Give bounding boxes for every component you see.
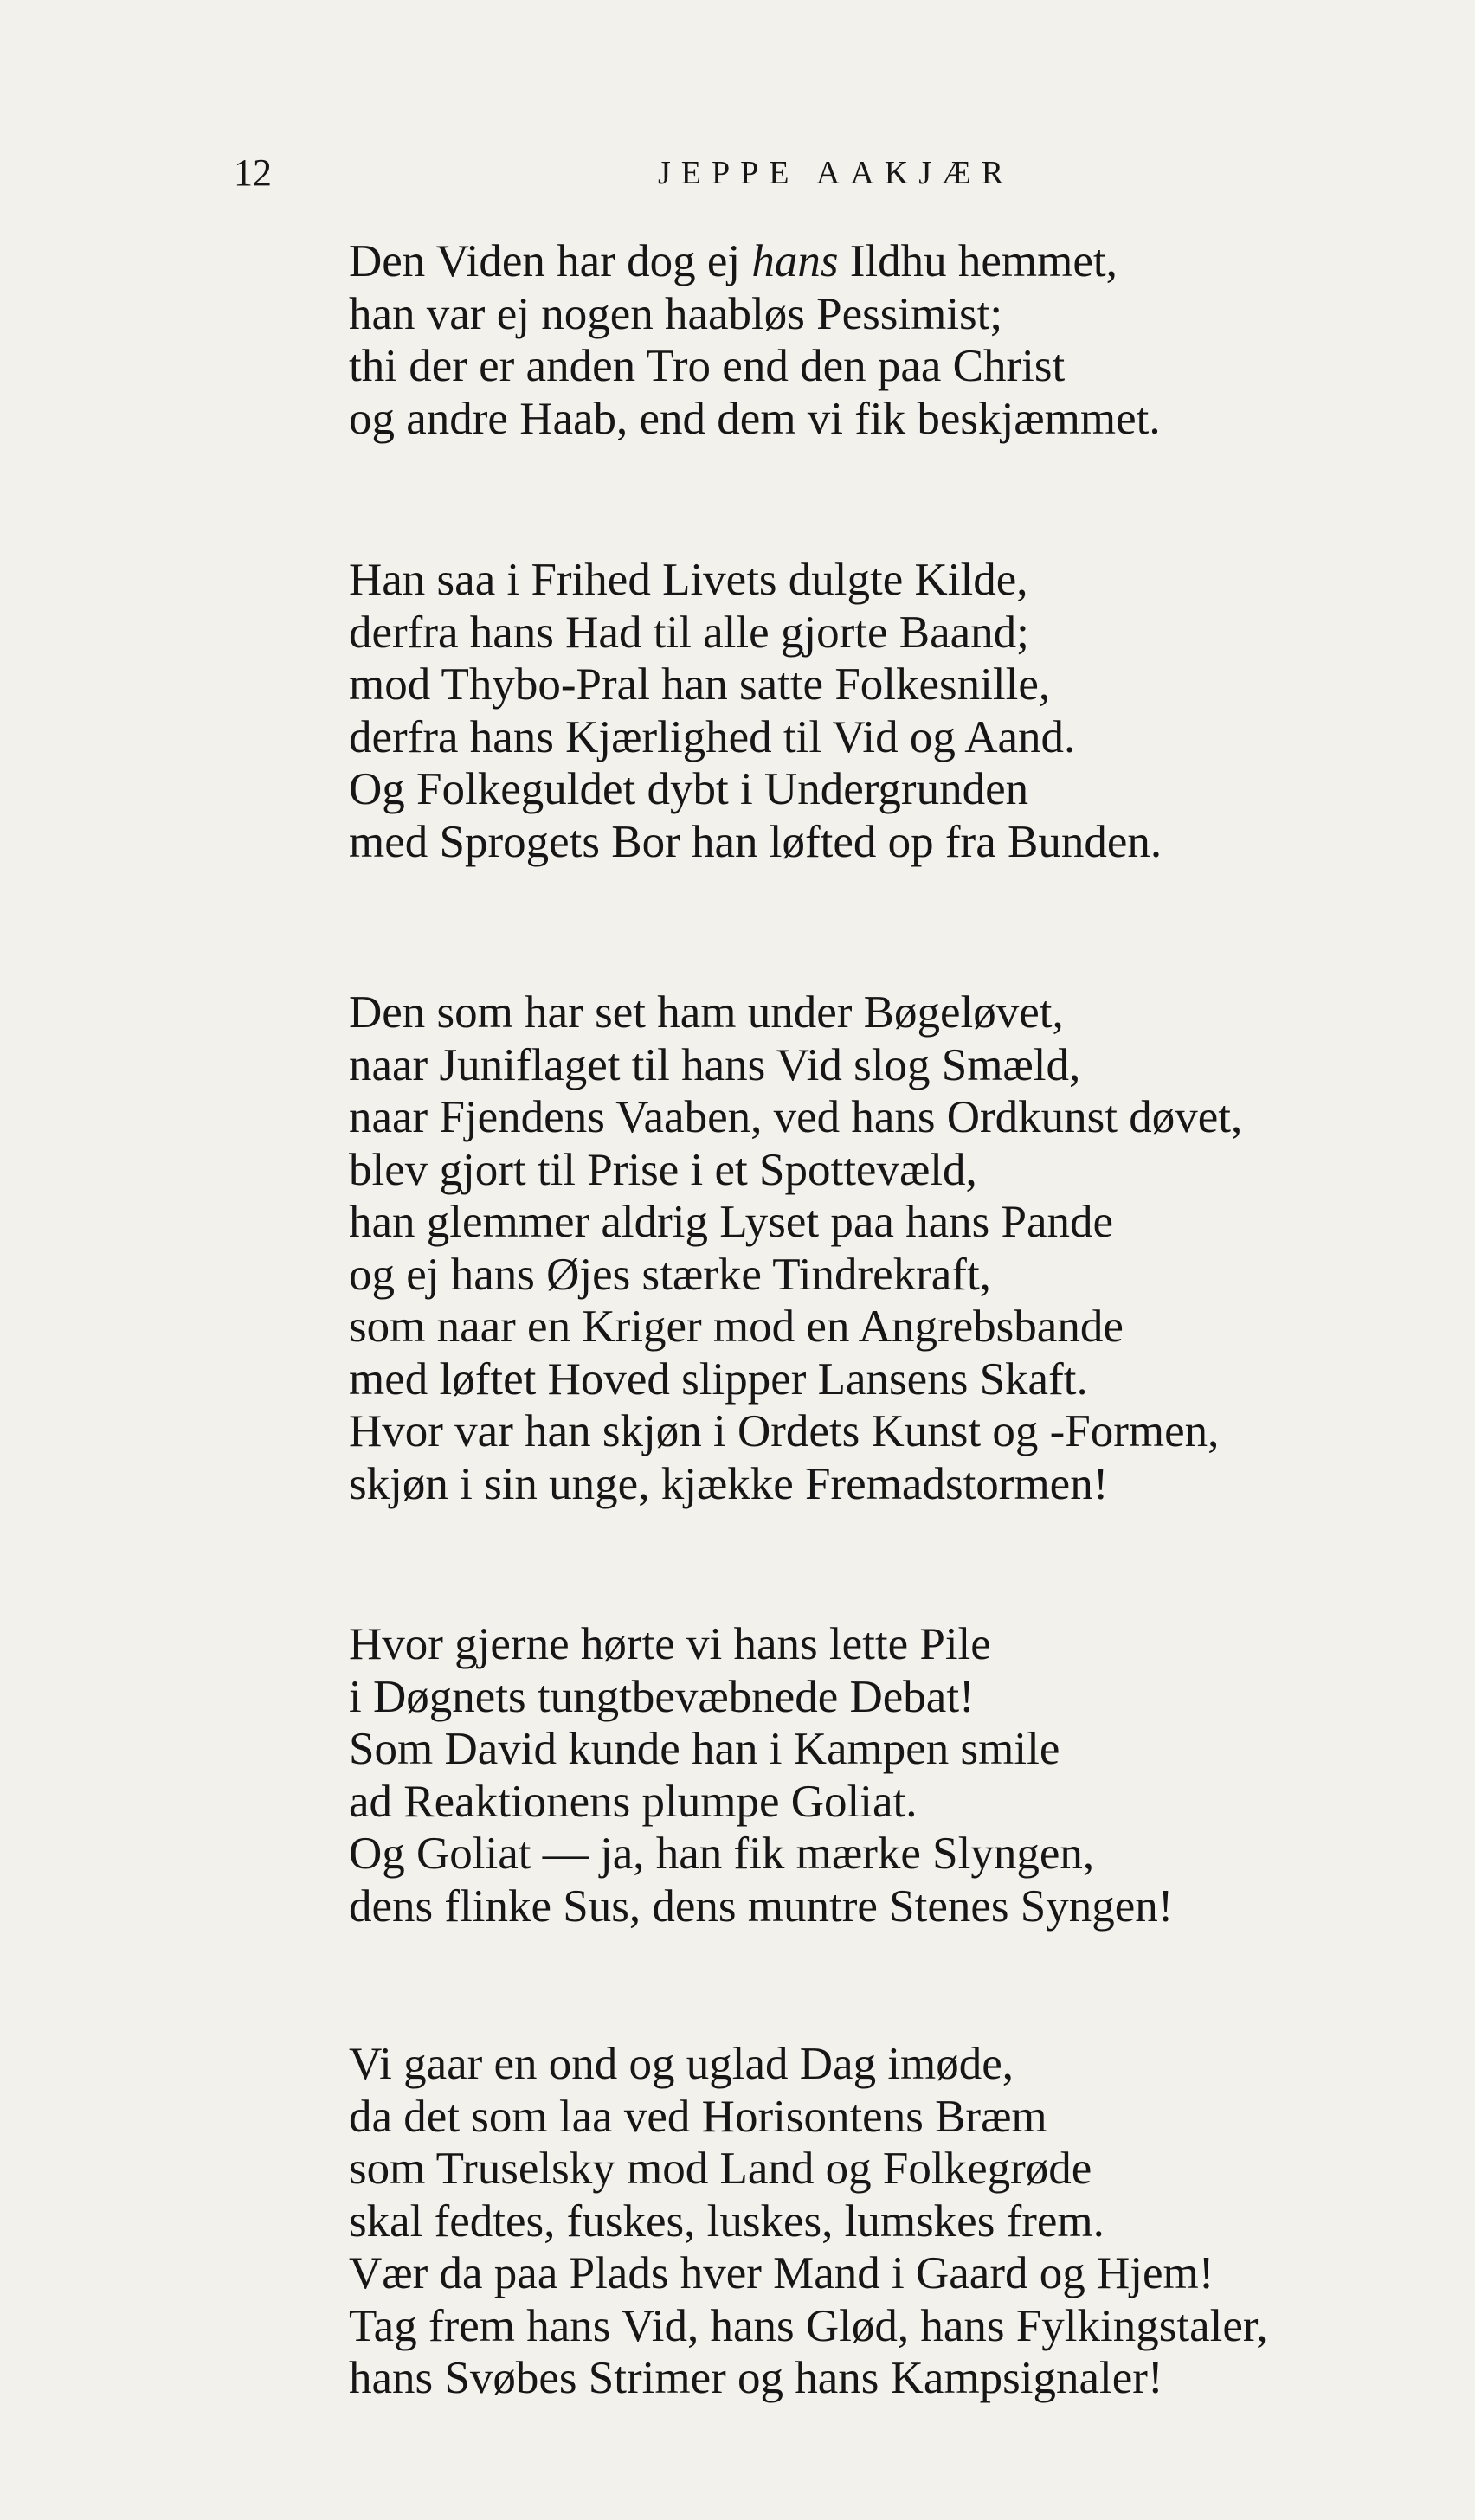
poem-line: hans Svøbes Strimer og hans Kampsignaler!	[349, 2353, 1163, 2403]
poem-line: skal fedtes, fuskes, luskes, lumskes frem.	[349, 2195, 1105, 2247]
poem-line: og ej hans Øjes stærke Tindrekraft,	[349, 1249, 991, 1300]
running-title: JEPPE AAKJÆR	[658, 155, 1014, 191]
stanza-5	[349, 2038, 1440, 2405]
poem-line: thi der er anden Tro end den paa Christ	[349, 341, 1066, 391]
poem-line: Og Goliat — ja, han fik mærke Slyngen,	[349, 1829, 1095, 1879]
poem-line: blev gjort til Prise i et Spottevæld,	[349, 1144, 977, 1195]
page-number: 12	[234, 151, 272, 194]
poem-line: dens flinke Sus, dens muntre Stenes Syngen!	[349, 1880, 1174, 1932]
poem-line: Han saa i Frihed Livets dulgte Kilde,	[349, 555, 1028, 605]
poem-line: derfra hans Kjærlighed til Vid og Aand.	[349, 711, 1076, 762]
poem-line: og andre Haab, end dem vi fik beskjæmmet.	[349, 393, 1161, 444]
poem-line: derfra hans Had til alle gjorte Baand;	[349, 607, 1029, 658]
poem-line: som Truselsky mod Land og Folkegrøde	[349, 2144, 1092, 2194]
poem-line: i Døgnets tungtbevæbnede Debat!	[349, 1671, 975, 1722]
poem-line: med løftet Hoved slipper Lansens Skaft.	[349, 1353, 1088, 1405]
poem-line: med Sprogets Bor han løfted op fra Bunden.	[349, 816, 1163, 867]
poem-line: Og Folkeguldet dybt i Undergrunden	[349, 764, 1029, 814]
stanza-4	[349, 1618, 1440, 1932]
poem-line: naar Juniflaget til hans Vid slog Smæld,	[349, 1039, 1081, 1090]
poem-line: skjøn i sin unge, kjække Fremadstormen!	[349, 1458, 1109, 1509]
stanza-3	[349, 987, 1440, 1510]
poem-line: naar Fjendens Vaaben, ved hans Ordkunst døvet,	[349, 1092, 1243, 1142]
poem-line: da det som laa ved Horisontens Bræm	[349, 2091, 1047, 2142]
poem-line: han glemmer aldrig Lyset paa hans Pande	[349, 1197, 1114, 1247]
stanza-1	[349, 235, 1440, 445]
stanza-2	[349, 554, 1440, 868]
poem-line: som naar en Kriger mod en Angrebsbande	[349, 1302, 1124, 1352]
poem-line: Hvor gjerne hørte vi hans lette Pile	[349, 1619, 991, 1669]
poem-line: mod Thybo-Pral han satte Folkesnille,	[349, 659, 1051, 710]
poem-line: ad Reaktionens plumpe Goliat.	[349, 1776, 918, 1827]
poem-line: Vi gaar en ond og uglad Dag imøde,	[349, 2039, 1014, 2089]
poem-line: Den Viden har dog ej hans Ildhu hemmet,	[349, 236, 1118, 286]
page-header	[0, 147, 1475, 199]
poem-line: han var ej nogen haabløs Pessimist;	[349, 288, 1003, 339]
poem-line: Som David kunde han i Kampen smile	[349, 1724, 1060, 1774]
poem-line: Den som har set ham under Bøgeløvet,	[349, 987, 1064, 1038]
poem-line: Tag frem hans Vid, hans Glød, hans Fylkingstaler,	[349, 2300, 1268, 2351]
poem-line: Vær da paa Plads hver Mand i Gaard og Hjem!	[349, 2248, 1214, 2298]
poem-line: Hvor var han skjøn i Ordets Kunst og -Formen,	[349, 1406, 1220, 1456]
